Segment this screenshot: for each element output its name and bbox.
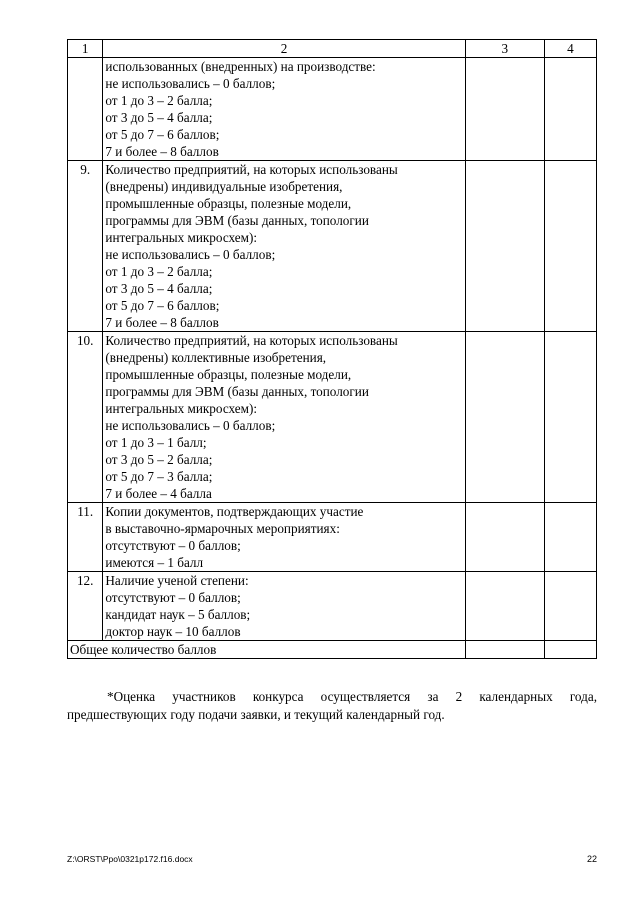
criterion-line: Количество предприятий, на которых использованы (105, 162, 398, 177)
row-number: 12. (68, 572, 103, 641)
table-row (68, 572, 597, 641)
criterion-line: отсутствуют – 0 баллов; (105, 590, 241, 605)
criterion-line: от 5 до 7 – 6 баллов; (105, 298, 220, 313)
row-number: 9. (68, 161, 103, 332)
criterion-line: в выставочно-ярмарочных мероприятиях: (105, 521, 340, 536)
criterion-line: (внедрены) коллективные изобретения, (105, 350, 327, 365)
criterion-line: Количество предприятий, на которых использованы (105, 333, 398, 348)
score-cell-col-4 (544, 572, 596, 641)
criterion-line: Наличие ученой степени: (105, 573, 249, 588)
score-total-col-4 (544, 641, 596, 659)
table-row (68, 503, 597, 572)
row-number: 11. (68, 503, 103, 572)
criterion-line: от 1 до 3 – 2 балла; (105, 93, 213, 108)
criterion-line: программы для ЭВМ (базы данных, топологии (105, 213, 369, 228)
criterion-line: программы для ЭВМ (базы данных, топологии (105, 384, 369, 399)
criterion-line: не использовались – 0 баллов; (105, 418, 276, 433)
criterion-line: от 5 до 7 – 6 баллов; (105, 127, 220, 142)
criterion-text (103, 161, 465, 332)
score-total-col-3 (465, 641, 544, 659)
criterion-line: (внедрены) индивидуальные изобретения, (105, 179, 343, 194)
total-row (68, 641, 597, 659)
scoring-table (67, 39, 597, 659)
criterion-line: не использовались – 0 баллов; (105, 76, 276, 91)
table-row (68, 161, 597, 332)
header-col-2: 2 (103, 40, 465, 58)
criterion-text (103, 572, 465, 641)
criterion-text (103, 503, 465, 572)
footnote-text: *Оценка участников конкурса осуществляется за 2 календарных года, предшествующих году подачи заявки, и текущий календарный год. (67, 689, 597, 722)
criterion-line: интегральных микросхем): (105, 230, 258, 245)
criterion-line: кандидат наук – 5 баллов; (105, 607, 251, 622)
criterion-line: отсутствуют – 0 баллов; (105, 538, 241, 553)
criterion-line: от 3 до 5 – 4 балла; (105, 281, 213, 296)
total-label: Общее количество баллов (68, 641, 466, 659)
criterion-line: Копии документов, подтверждающих участие (105, 504, 364, 519)
criterion-line: промышленные образцы, полезные модели, (105, 196, 352, 211)
criterion-line: 7 и более – 4 балла (105, 486, 212, 501)
score-cell-col-4 (544, 332, 596, 503)
criterion-line: от 1 до 3 – 1 балл; (105, 435, 207, 450)
criterion-text (103, 58, 465, 161)
header-col-4: 4 (544, 40, 596, 58)
criterion-line: не использовались – 0 баллов; (105, 247, 276, 262)
score-cell-col-3 (465, 503, 544, 572)
score-cell-col-4 (544, 58, 596, 161)
score-cell-col-4 (544, 161, 596, 332)
header-col-1: 1 (68, 40, 103, 58)
criterion-line: 7 и более – 8 баллов (105, 144, 219, 159)
page-number: 22 (586, 854, 597, 864)
header-col-3: 3 (465, 40, 544, 58)
criterion-line: использованных (внедренных) на производстве: (105, 59, 376, 74)
score-cell-col-4 (544, 503, 596, 572)
table-row (68, 332, 597, 503)
criterion-line: интегральных микросхем): (105, 401, 258, 416)
criterion-line: от 1 до 3 – 2 балла; (105, 264, 213, 279)
file-path: Z:\ORST\Ppo\0321p172.f16.docx (67, 854, 193, 864)
criterion-line: 7 и более – 8 баллов (105, 315, 219, 330)
score-cell-col-3 (465, 161, 544, 332)
score-cell-col-3 (465, 332, 544, 503)
criterion-line: от 5 до 7 – 3 балла; (105, 469, 213, 484)
score-cell-col-3 (465, 58, 544, 161)
row-number (68, 58, 103, 161)
criterion-line: доктор наук – 10 баллов (105, 624, 241, 639)
table-row (68, 58, 597, 161)
criterion-text (103, 332, 465, 503)
criterion-line: имеются – 1 балл (105, 555, 204, 570)
criterion-line: от 3 до 5 – 4 балла; (105, 110, 213, 125)
table-header-row (68, 40, 597, 58)
criterion-line: от 3 до 5 – 2 балла; (105, 452, 213, 467)
scoring-table-body (68, 40, 597, 659)
criterion-line: промышленные образцы, полезные модели, (105, 367, 352, 382)
row-number: 10. (68, 332, 103, 503)
score-cell-col-3 (465, 572, 544, 641)
